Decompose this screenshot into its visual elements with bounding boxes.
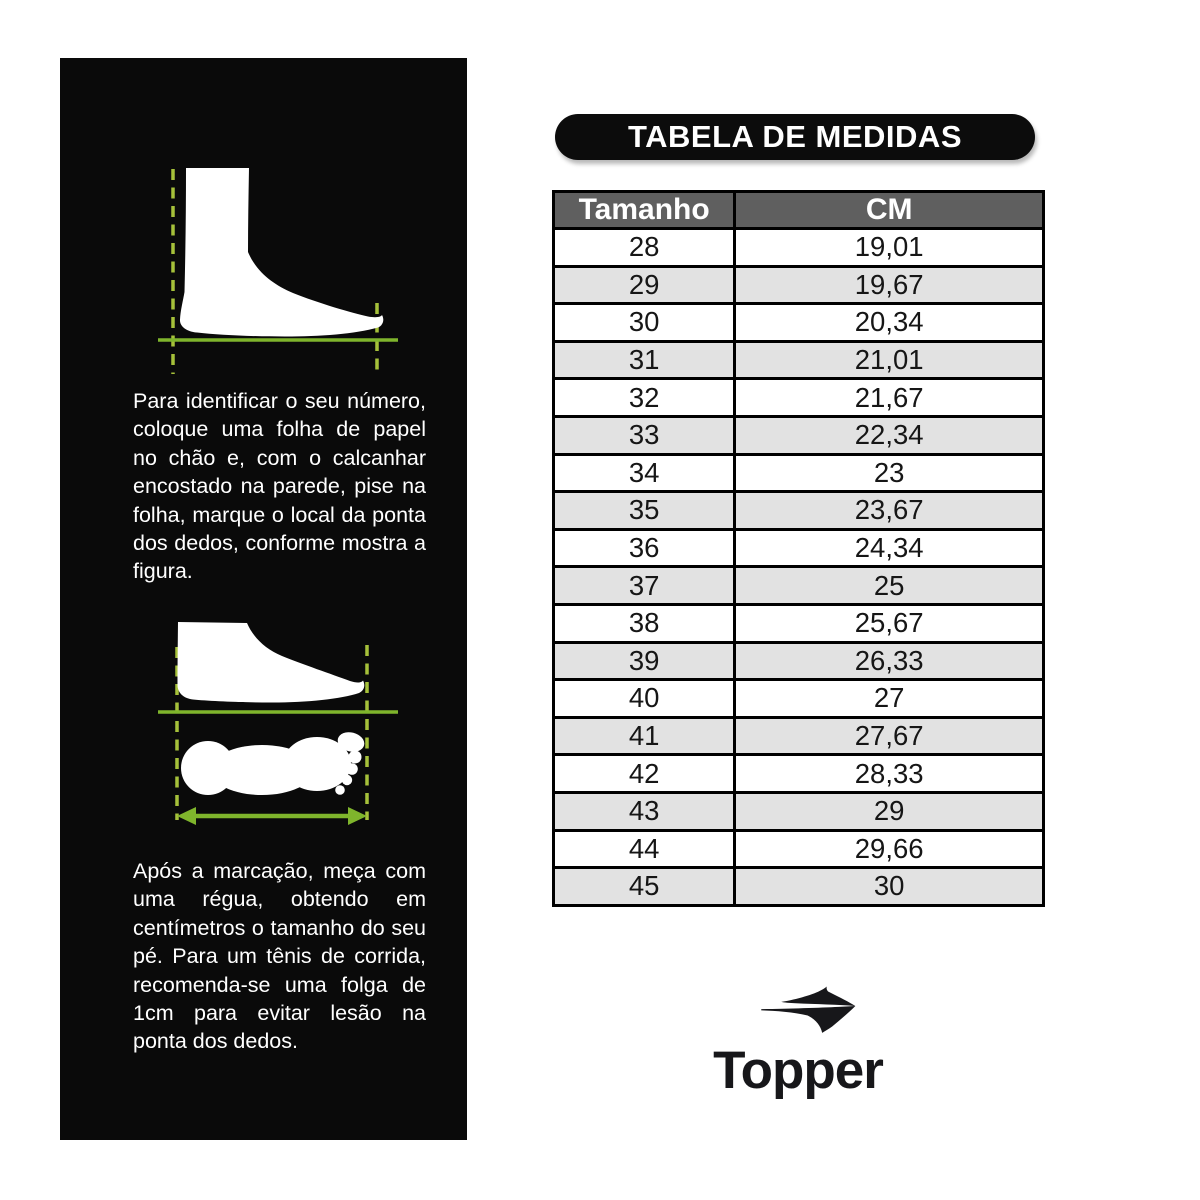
size-cell-cm: 25 xyxy=(735,567,1044,605)
size-row xyxy=(554,416,1044,454)
size-row xyxy=(554,792,1044,830)
size-row xyxy=(554,229,1044,267)
size-table-body xyxy=(554,229,1044,906)
size-cell-tamanho: 29 xyxy=(554,266,735,304)
size-chart-table xyxy=(552,190,1045,907)
size-cell-tamanho: 38 xyxy=(554,604,735,642)
foot-lower-silhouette xyxy=(178,622,365,703)
size-row xyxy=(554,680,1044,718)
size-cell-tamanho: 45 xyxy=(554,868,735,906)
length-arrow xyxy=(177,807,367,825)
size-cell-cm: 26,33 xyxy=(735,642,1044,680)
size-row xyxy=(554,755,1044,793)
column-header-tamanho: Tamanho xyxy=(554,192,735,229)
foot-side-measure-illustration xyxy=(155,166,400,381)
size-cell-tamanho: 30 xyxy=(554,304,735,342)
size-cell-cm: 25,67 xyxy=(735,604,1044,642)
size-cell-tamanho: 44 xyxy=(554,830,735,868)
size-cell-tamanho: 33 xyxy=(554,416,735,454)
size-cell-cm: 30 xyxy=(735,868,1044,906)
size-cell-cm: 23,67 xyxy=(735,492,1044,530)
topper-swoosh-icon xyxy=(752,986,866,1036)
size-cell-tamanho: 28 xyxy=(554,229,735,267)
size-row xyxy=(554,717,1044,755)
size-row xyxy=(554,341,1044,379)
size-row xyxy=(554,454,1044,492)
size-row xyxy=(554,266,1044,304)
brand-logo xyxy=(598,986,998,1100)
foot-side-silhouette xyxy=(180,168,383,337)
size-cell-cm: 22,34 xyxy=(735,416,1044,454)
column-header-cm: CM xyxy=(735,192,1044,229)
size-cell-cm: 28,33 xyxy=(735,755,1044,793)
size-cell-tamanho: 31 xyxy=(554,341,735,379)
size-row xyxy=(554,868,1044,906)
size-cell-tamanho: 43 xyxy=(554,792,735,830)
size-cell-cm: 29,66 xyxy=(735,830,1044,868)
size-row xyxy=(554,830,1044,868)
size-cell-tamanho: 42 xyxy=(554,755,735,793)
size-cell-cm: 23 xyxy=(735,454,1044,492)
size-cell-cm: 19,67 xyxy=(735,266,1044,304)
size-cell-tamanho: 35 xyxy=(554,492,735,530)
size-table-header-row xyxy=(554,192,1044,229)
size-cell-cm: 29 xyxy=(735,792,1044,830)
size-cell-tamanho: 36 xyxy=(554,529,735,567)
size-cell-tamanho: 37 xyxy=(554,567,735,605)
size-cell-cm: 21,01 xyxy=(735,341,1044,379)
size-chart-title: TABELA DE MEDIDAS xyxy=(555,114,1035,160)
size-row xyxy=(554,604,1044,642)
instruction-text-1: Para identificar o seu número, coloque uma folha de papel no chão e, com o calcanhar encostado na parede, pise na folha, marque o local da ponta dos dedos, conforme mostra a figura. xyxy=(133,389,426,584)
brand-wordmark: Topper xyxy=(713,1041,883,1100)
size-cell-cm: 21,67 xyxy=(735,379,1044,417)
size-cell-tamanho: 41 xyxy=(554,717,735,755)
size-row xyxy=(554,304,1044,342)
size-cell-cm: 27 xyxy=(735,680,1044,718)
size-row xyxy=(554,492,1044,530)
size-row xyxy=(554,567,1044,605)
size-cell-cm: 27,67 xyxy=(735,717,1044,755)
foot-length-measure-illustration xyxy=(155,618,400,833)
size-row xyxy=(554,642,1044,680)
size-row xyxy=(554,379,1044,417)
footprint-silhouette xyxy=(181,730,366,795)
size-cell-tamanho: 34 xyxy=(554,454,735,492)
size-cell-cm: 20,34 xyxy=(735,304,1044,342)
size-cell-tamanho: 39 xyxy=(554,642,735,680)
instruction-text-2: Após a marcação, meça com uma régua, obtendo em centímetros o tamanho do seu pé. Para um tênis de corrida, recomenda-se uma folga de 1cm para evitar lesão na ponta dos dedos. xyxy=(133,859,426,1054)
size-row xyxy=(554,529,1044,567)
size-cell-tamanho: 40 xyxy=(554,680,735,718)
size-cell-cm: 19,01 xyxy=(735,229,1044,267)
instructions-panel xyxy=(60,58,467,1140)
size-cell-tamanho: 32 xyxy=(554,379,735,417)
size-cell-cm: 24,34 xyxy=(735,529,1044,567)
